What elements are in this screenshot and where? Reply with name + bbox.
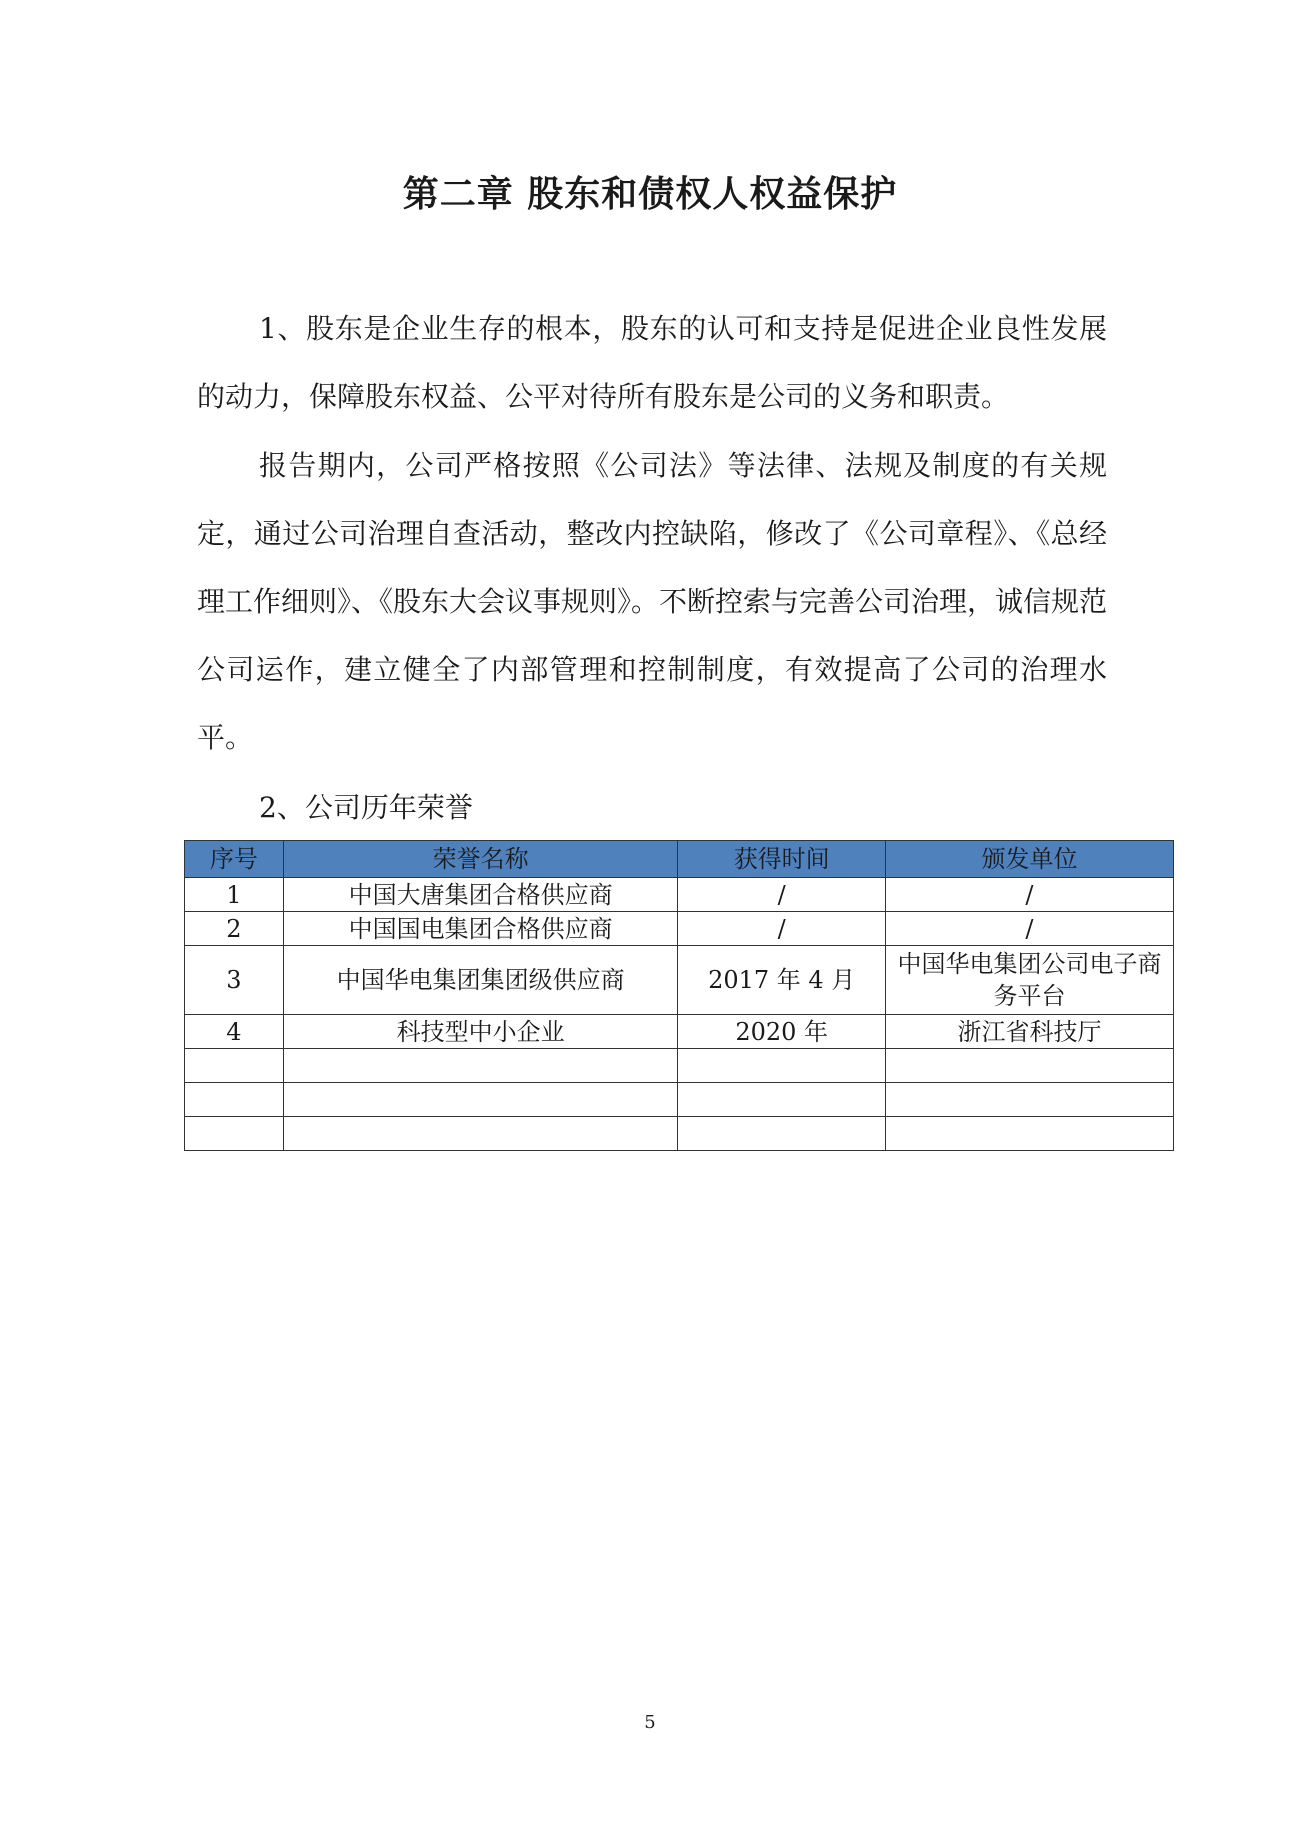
table-header-row — [185, 841, 1174, 878]
table-row-empty — [185, 1049, 1174, 1083]
table-row — [185, 878, 1174, 912]
cell-date: / — [678, 878, 885, 912]
table-row — [185, 946, 1174, 1015]
cell-no: 4 — [185, 1015, 284, 1049]
cell-issuer: / — [885, 912, 1173, 946]
cell-name: 中国大唐集团合格供应商 — [283, 878, 678, 912]
cell-name: 中国国电集团合格供应商 — [283, 912, 678, 946]
table-row-empty — [185, 1117, 1174, 1151]
cell-name: 科技型中小企业 — [283, 1015, 678, 1049]
cell-date: 2017 年 4 月 — [678, 946, 885, 1015]
cell-no — [185, 1117, 284, 1151]
header-date: 获得时间 — [678, 841, 885, 878]
cell-date — [678, 1083, 885, 1117]
cell-no — [185, 1049, 284, 1083]
cell-no: 2 — [185, 912, 284, 946]
cell-issuer: 浙江省科技厅 — [885, 1015, 1173, 1049]
paragraph-governance: 报告期内，公司严格按照《公司法》等法律、法规及制度的有关规定，通过公司治理自查活动，整改内控缺陷，修改了《公司章程》、《总经理工作细则》、《股东大会议事规则》。不断控索与完善公司治理，诚信规范公司运作，建立健全了内部管理和控制制度，有效提高了公司的治理水平。 — [197, 449, 1108, 754]
cell-no: 3 — [185, 946, 284, 1015]
cell-name — [283, 1083, 678, 1117]
cell-name: 中国华电集团集团级供应商 — [283, 946, 678, 1015]
table-row — [185, 912, 1174, 946]
cell-date — [678, 1117, 885, 1151]
cell-date — [678, 1049, 885, 1083]
page-number: 5 — [644, 1712, 656, 1733]
table-row-empty — [185, 1083, 1174, 1117]
cell-no — [185, 1083, 284, 1117]
cell-name — [283, 1117, 678, 1151]
cell-no: 1 — [185, 878, 284, 912]
section-heading-honors: 2、公司历年荣誉 — [259, 791, 473, 824]
cell-date: 2020 年 — [678, 1015, 885, 1049]
honors-table — [184, 840, 1174, 1151]
cell-issuer — [885, 1049, 1173, 1083]
cell-issuer — [885, 1117, 1173, 1151]
cell-issuer — [885, 1083, 1173, 1117]
cell-issuer: 中国华电集团公司电子商务平台 — [885, 946, 1173, 1015]
header-no: 序号 — [185, 841, 284, 878]
cell-date: / — [678, 912, 885, 946]
paragraph-shareholders: 1、股东是企业生存的根本，股东的认可和支持是促进企业良性发展的动力，保障股东权益、公平对待所有股东是公司的义务和职责。 — [197, 312, 1107, 413]
cell-issuer: / — [885, 878, 1173, 912]
header-issuer: 颁发单位 — [885, 841, 1173, 878]
header-name: 荣誉名称 — [283, 841, 678, 878]
chapter-title: 第二章 股东和债权人权益保护 — [402, 174, 898, 215]
cell-name — [283, 1049, 678, 1083]
table-row — [185, 1015, 1174, 1049]
